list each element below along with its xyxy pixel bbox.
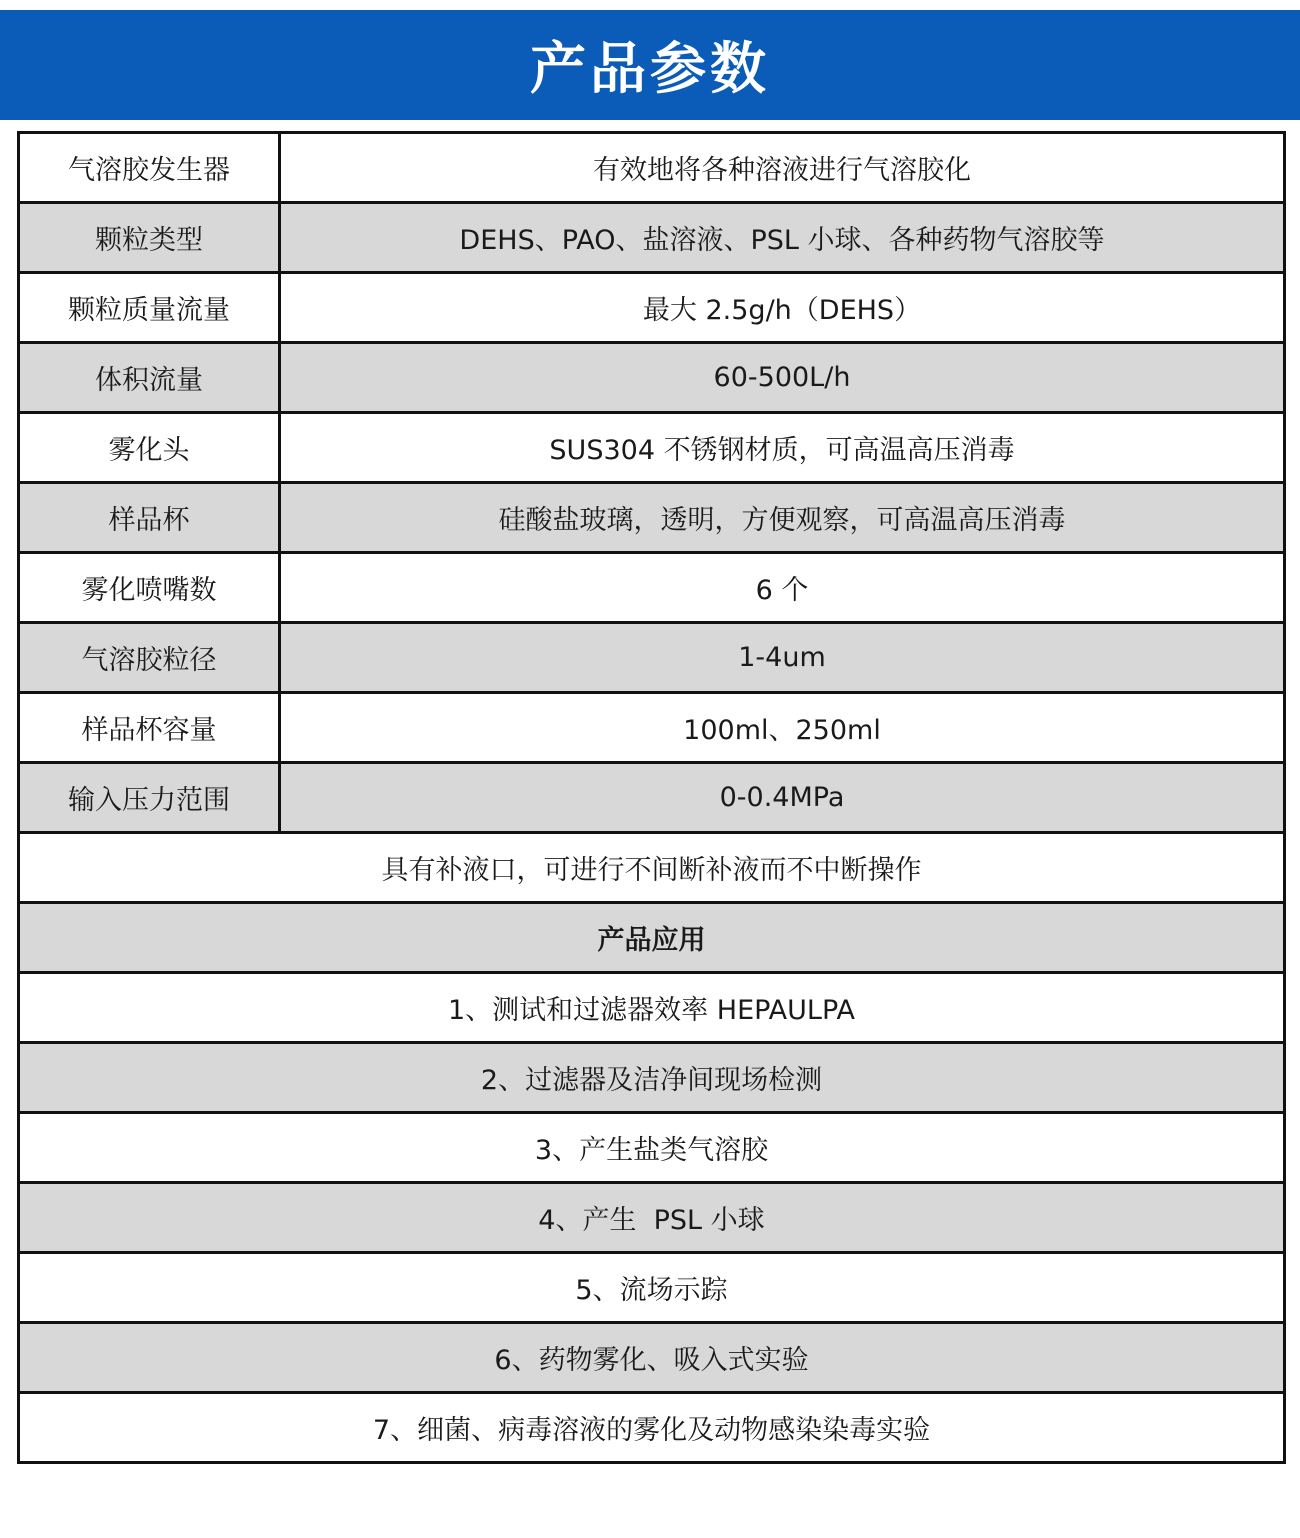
param-value: 0-0.4MPa xyxy=(280,763,1285,833)
param-value: DEHS、PAO、盐溶液、PSL 小球、各种药物气溶胶等 xyxy=(280,203,1285,273)
param-label: 气溶胶发生器 xyxy=(19,133,280,203)
param-value: 硅酸盐玻璃，透明，方便观察，可高温高压消毒 xyxy=(280,483,1285,553)
table-row xyxy=(19,693,1285,763)
table-row xyxy=(19,133,1285,203)
table-row xyxy=(19,483,1285,553)
table-row xyxy=(19,1043,1285,1113)
table-row xyxy=(19,1253,1285,1323)
application-item: 1、测试和过滤器效率 HEPAULPA xyxy=(19,973,1285,1043)
table-row xyxy=(19,623,1285,693)
table-row xyxy=(19,1183,1285,1253)
table-row xyxy=(19,343,1285,413)
param-value: 最大 2.5g/h（DEHS） xyxy=(280,273,1285,343)
param-value: SUS304 不锈钢材质，可高温高压消毒 xyxy=(280,413,1285,483)
param-label: 雾化头 xyxy=(19,413,280,483)
header-banner xyxy=(0,10,1300,120)
table-row xyxy=(19,1323,1285,1393)
param-value: 6 个 xyxy=(280,553,1285,623)
table-row xyxy=(19,973,1285,1043)
table-row xyxy=(19,203,1285,273)
param-label: 样品杯 xyxy=(19,483,280,553)
application-item: 4、产生 PSL 小球 xyxy=(19,1183,1285,1253)
param-value: 1-4um xyxy=(280,623,1285,693)
application-item: 5、流场示踪 xyxy=(19,1253,1285,1323)
param-label: 颗粒质量流量 xyxy=(19,273,280,343)
param-label: 雾化喷嘴数 xyxy=(19,553,280,623)
table-row xyxy=(19,413,1285,483)
page-title: 产品参数 xyxy=(530,37,770,102)
table-row xyxy=(19,553,1285,623)
application-item: 2、过滤器及洁净间现场检测 xyxy=(19,1043,1285,1113)
param-label: 气溶胶粒径 xyxy=(19,623,280,693)
param-value: 60-500L/h xyxy=(280,343,1285,413)
table-row xyxy=(19,903,1285,973)
applications-heading: 产品应用 xyxy=(19,903,1285,973)
table-row xyxy=(19,273,1285,343)
table-row xyxy=(19,1113,1285,1183)
application-item: 6、药物雾化、吸入式实验 xyxy=(19,1323,1285,1393)
table-row xyxy=(19,1393,1285,1463)
param-label: 输入压力范围 xyxy=(19,763,280,833)
param-label: 体积流量 xyxy=(19,343,280,413)
param-label: 样品杯容量 xyxy=(19,693,280,763)
table-row xyxy=(19,833,1285,903)
param-label: 颗粒类型 xyxy=(19,203,280,273)
table-row xyxy=(19,763,1285,833)
spec-table xyxy=(17,131,1286,1464)
param-value: 100ml、250ml xyxy=(280,693,1285,763)
param-value: 有效地将各种溶液进行气溶胶化 xyxy=(280,133,1285,203)
feature-note: 具有补液口，可进行不间断补液而不中断操作 xyxy=(19,833,1285,903)
application-item: 7、细菌、病毒溶液的雾化及动物感染染毒实验 xyxy=(19,1393,1285,1463)
application-item: 3、产生盐类气溶胶 xyxy=(19,1113,1285,1183)
